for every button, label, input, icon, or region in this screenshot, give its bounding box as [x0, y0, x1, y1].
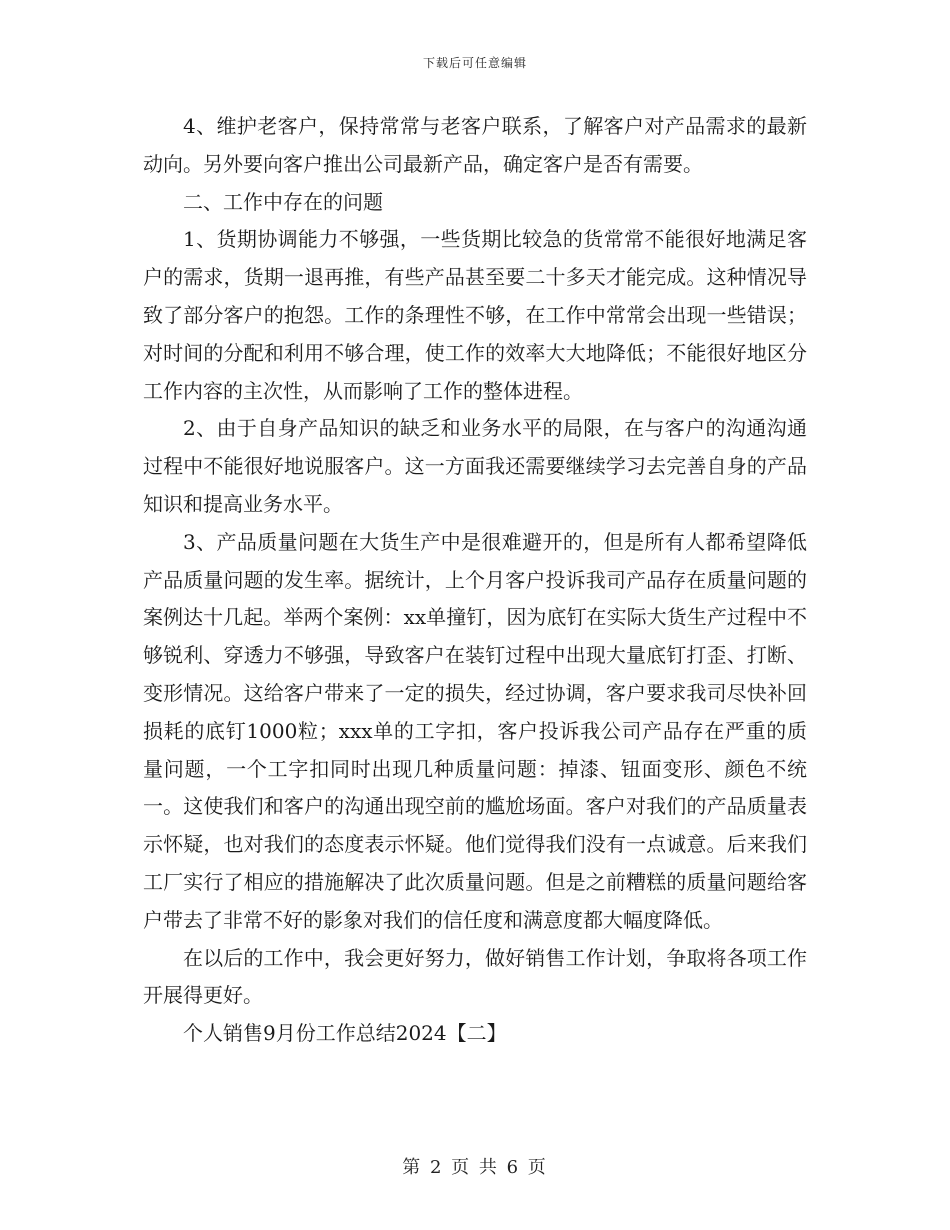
paragraph-future-work: 在以后的工作中，我会更好努力，做好销售工作计划，争取将各项工作开展得更好。: [143, 945, 807, 1008]
paragraph-delivery-coordination: 1、货期协调能力不够强，一些货期比较急的货常常不能很好地满足客户的需求，货期一退再推，有些产品甚至要二十多天才能完成。这种情况导致了部分客户的抱怨。工作的条理性不够，在工作中常常会出现一些错误；对时间的分配和利用不够合理，使工作的效率大大地降低；不能很好地区分工作内容的主次性，从而影响了工作的整体进程。: [143, 227, 807, 403]
document-body: [143, 108, 807, 1053]
page-header: 下载后可任意编辑: [422, 56, 527, 70]
paragraph-product-knowledge: 2、由于自身产品知识的缺乏和业务水平的局限，在与客户的沟通沟通过程中不能很好地说服客户。这一方面我还需要继续学习去完善自身的产品知识和提高业务水平。: [143, 416, 807, 516]
section-heading-problems: 二、工作中存在的问题: [183, 189, 383, 214]
section-title-part-two: 个人销售9月份工作总结2024【二】: [183, 1021, 507, 1046]
page-footer: 第 2 页 共 6 页: [402, 1157, 548, 1178]
paragraph-maintain-customers: 4、维护老客户，保持常常与老客户联系，了解客户对产品需求的最新动向。另外要向客户推出公司最新产品，确定客户是否有需要。: [143, 114, 807, 176]
paragraph-quality-issues: 3、产品质量问题在大货生产中是很难避开的，但是所有人都希望降低产品质量问题的发生率。据统计，上个月客户投诉我司产品存在质量问题的案例达十几起。举两个案例：xx单撞钉，因为底钉在实际大货生产过程中不够锐利、穿透力不够强，导致客户在装钉过程中出现大量底钉打歪、打断、变形情况。这给客户带来了一定的损失，经过协调，客户要求我司尽快补回损耗的底钉1000粒；xxx单的工字扣，客户投诉我公司产品存在严重的质量问题，一个工字扣同时出现几种质量问题：掉漆、钮面变形、颜色不统一。这使我们和客户的沟通出现空前的尴尬场面。客户对我们的产品质量表示怀疑，也对我们的态度表示怀疑。他们觉得我们没有一点诚意。后来我们工厂实行了相应的措施解决了此次质量问题。但是之前糟糕的质量问题给客户带去了非常不好的影象对我们的信任度和满意度都大幅度降低。: [143, 529, 807, 932]
